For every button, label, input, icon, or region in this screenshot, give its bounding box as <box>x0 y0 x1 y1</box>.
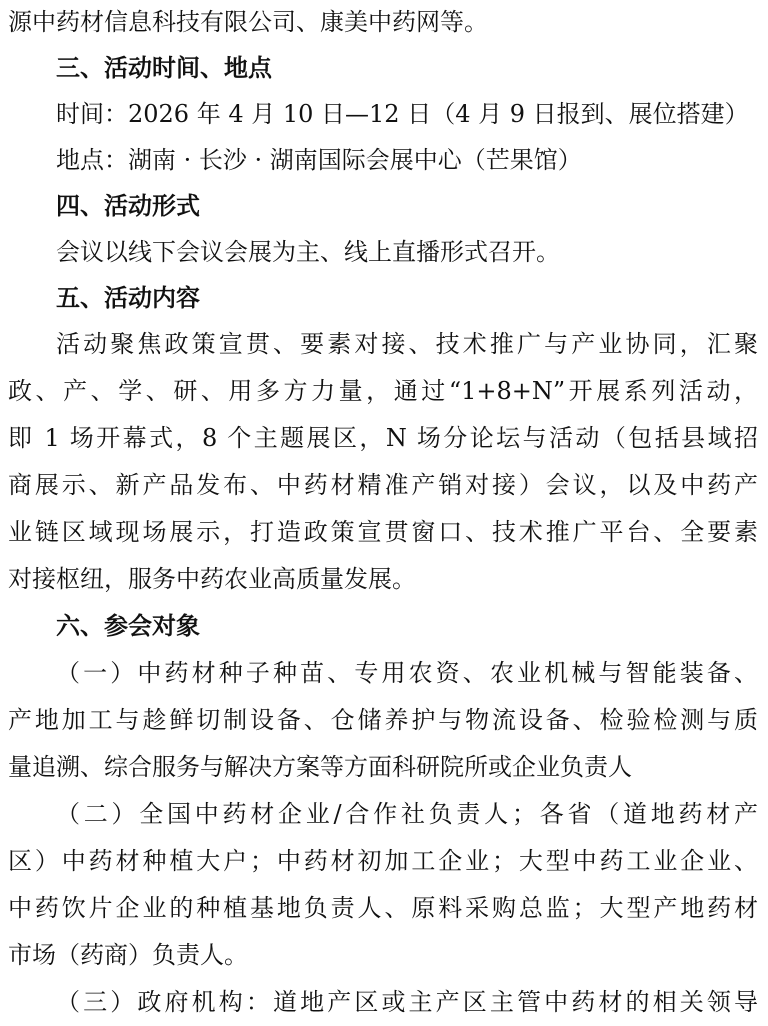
text-line-content-1: 活动聚焦政策宣贯、要素对接、技术推广与产业协同，汇聚 <box>56 330 758 358</box>
text-line-participants-3: 量追溯、综合服务与解决方案等方面科研院所或企业负责人 <box>8 753 632 781</box>
section-heading-form: 四、活动形式 <box>56 192 200 220</box>
text-line-1: 源中药材信息科技有限公司、康美中药网等。 <box>8 8 488 36</box>
text-line-content-5: 业链区域现场展示，打造政策宣贯窗口、技术推广平台、全要素 <box>8 518 758 546</box>
section-heading-content: 五、活动内容 <box>56 284 200 312</box>
text-line-place: 地点：湖南 · 长沙 · 湖南国际会展中心（芒果馆） <box>56 146 582 174</box>
text-line-form: 会议以线下会议会展为主、线上直播形式召开。 <box>56 238 560 266</box>
text-line-content-6: 对接枢纽，服务中药农业高质量发展。 <box>8 565 416 593</box>
text-line-time: 时间：2026 年 4 月 10 日—12 日（4 月 9 日报到、展位搭建） <box>56 100 749 128</box>
text-line-content-4: 商展示、新产品发布、中药材精准产销对接）会议，以及中药产 <box>8 471 758 499</box>
text-line-participants-1: （一）中药材种子种苗、专用农资、农业机械与智能装备、 <box>56 659 758 687</box>
section-heading-participants: 六、参会对象 <box>56 612 200 640</box>
text-line-participants-6: 中药饮片企业的种植基地负责人、原料采购总监；大型产地药材 <box>8 894 758 922</box>
text-line-participants-4: （二）全国中药材企业/合作社负责人；各省（道地药材产 <box>56 800 758 828</box>
text-line-participants-5: 区）中药材种植大户；中药材初加工企业；大型中药工业企业、 <box>8 847 758 875</box>
text-line-participants-8: （三）政府机构：道地产区或主产区主管中药材的相关领导 <box>56 988 758 1016</box>
text-line-participants-2: 产地加工与趁鲜切制设备、仓储养护与物流设备、检验检测与质 <box>8 706 758 734</box>
text-line-participants-7: 市场（药商）负责人。 <box>8 941 248 969</box>
section-heading-time-place: 三、活动时间、地点 <box>56 54 272 82</box>
text-line-content-2: 政、产、学、研、用多方力量，通过“1+8+N”开展系列活动， <box>8 377 758 405</box>
text-line-content-3: 即 1 场开幕式，8 个主题展区，N 场分论坛与活动（包括县域招 <box>8 424 758 452</box>
